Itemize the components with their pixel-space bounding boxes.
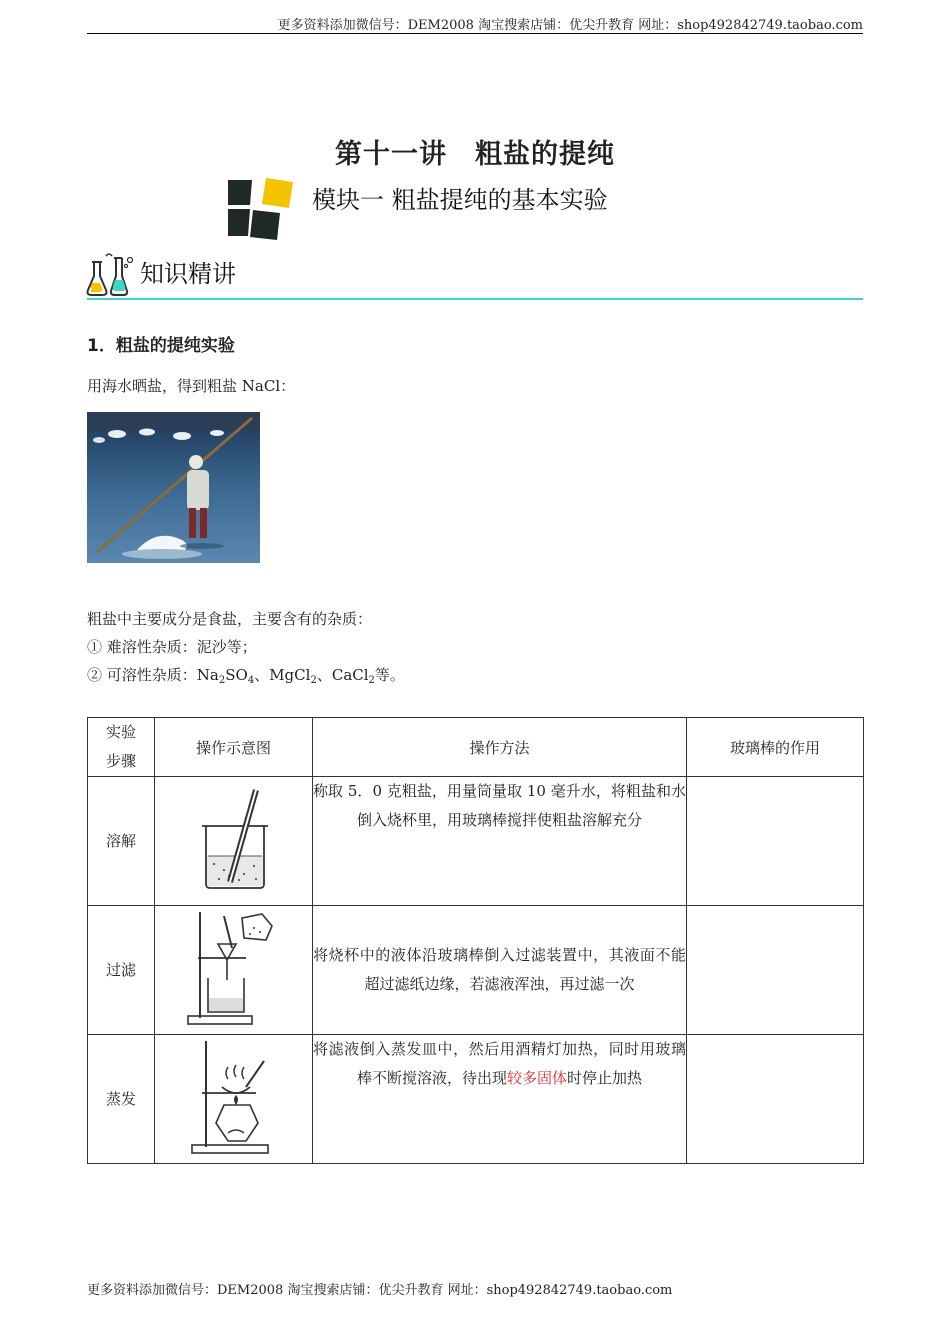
flask-icon [86,252,136,298]
method-evaporate-text-1: 将滤液倒入蒸发皿中，然后用酒精灯加热，同时用玻璃棒不断搅溶液，待出现 [313,1040,686,1087]
method-evaporate [313,1035,687,1164]
salt-farm-photo [87,412,260,563]
header-rod-role: 玻璃棒的作用 [687,718,864,777]
header-step [88,718,155,777]
insoluble-impurities-text: ① 难溶性杂质：泥沙等； [87,638,257,656]
formula-cacl2: CaCl [331,666,369,684]
step-evaporate: 蒸发 [88,1035,155,1164]
page-footer: 更多资料添加微信号：DEM2008 淘宝搜索店铺：优尖升教育 网址：shop492842749.taobao.com [87,1283,673,1298]
method-evaporate-text-2: 时停止加热 [567,1069,643,1087]
header-step-line2: 步骤 [105,752,136,770]
soluble-impurities-label: ② 可溶性杂质： [87,666,197,684]
header-diagram: 操作示意图 [155,718,313,777]
subscript: 4 [247,675,255,686]
module-logo-icon [226,178,298,240]
table-row [88,906,864,1035]
formula-mgcl2: MgCl [269,666,311,684]
table-header-row [88,718,864,777]
rod-role-evaporate [687,1035,864,1164]
heading-crude-salt-purification: 1．粗盐的提纯实验 [87,336,235,356]
intro-text: 用海水晒盐，得到粗盐 NaCl： [87,377,296,395]
formula-end: 等。 [374,666,405,684]
method-filter: 将烧杯中的液体沿玻璃棒倒入过滤装置中，其液面不能超过滤纸边缘，若滤液浑浊，再过滤一次 [313,906,687,1035]
lesson-title: 第十一讲 粗盐的提纯 [335,139,615,170]
section-title: 知识精讲 [140,260,236,288]
diagram-evaporate [155,1035,313,1164]
main-component-text: 粗盐中主要成分是食盐，主要含有的杂质： [87,610,373,628]
separator: 、 [254,666,270,684]
step-dissolve: 溶解 [88,777,155,906]
subscript: 2 [218,675,226,686]
section-divider [87,298,863,300]
experiment-table [87,717,864,1164]
beaker-stirring-icon [184,784,284,894]
subscript: 2 [368,675,375,686]
header-step-line1: 实验 [105,723,136,741]
method-dissolve: 称取 5．0 克粗盐，用量筒量取 10 毫升水，将粗盐和水倒入烧杯里，用玻璃棒搅拌使粗盐溶解充分 [313,777,687,906]
formula-part: SO [225,666,248,684]
header-divider [87,33,863,34]
diagram-filter [155,906,313,1035]
rod-role-dissolve [687,777,864,906]
table-row [88,1035,864,1164]
subscript: 2 [310,675,317,686]
table-row [88,777,864,906]
header-method: 操作方法 [313,718,687,777]
rod-role-filter [687,906,864,1035]
diagram-dissolve [155,777,313,906]
soluble-impurities-text [87,665,405,691]
filtration-apparatus-icon [184,908,284,1028]
formula-na2so4: Na [196,666,219,684]
module-title: 模块一 粗盐提纯的基本实验 [312,186,608,214]
page-header: 更多资料添加微信号：DEM2008 淘宝搜索店铺：优尖升教育 网址：shop492842749.taobao.com [277,18,863,33]
evaporation-apparatus-icon [184,1037,284,1157]
step-filter: 过滤 [88,906,155,1035]
separator: 、 [316,666,332,684]
method-evaporate-highlight: 较多固体 [506,1069,567,1087]
